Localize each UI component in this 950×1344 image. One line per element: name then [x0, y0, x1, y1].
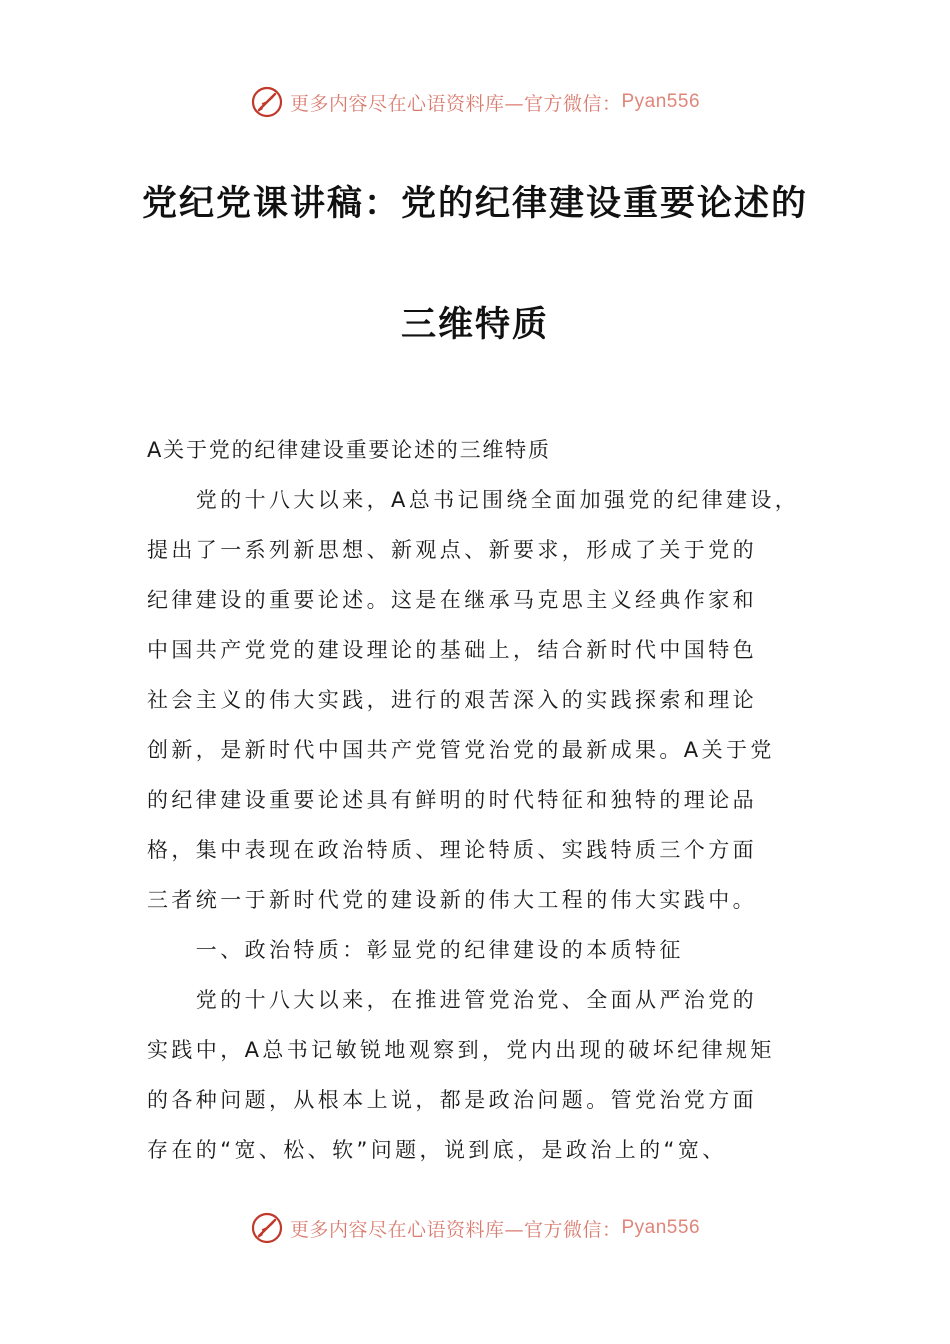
- watermark-text: 更多内容尽在心语资料库—官方微信：: [289, 92, 622, 115]
- footer-watermark: [0, 1208, 950, 1248]
- body-line: 党的十八大以来，在推进管党治党、全面从严治党的: [147, 988, 757, 1012]
- document-title-line-2: 三维特质: [400, 305, 549, 345]
- body-line: 社会主义的伟大实践，进行的艰苦深入的实践探索和理论: [147, 688, 757, 712]
- body-line: 党的十八大以来，A总书记围绕全面加强党的纪律建设，: [147, 488, 800, 512]
- body-line: 创新，是新时代中国共产党管党治党的最新成果。A关于党: [147, 738, 775, 762]
- body-line: 实践中，A总书记敏锐地观察到，党内出现的破坏纪律规矩: [147, 1038, 775, 1062]
- body-line: 格，集中表现在政治特质、理论特质、实践特质三个方面: [147, 838, 757, 862]
- body-line: 纪律建设的重要论述。这是在继承马克思主义经典作家和: [147, 588, 757, 612]
- body-line: 的纪律建设重要论述具有鲜明的时代特征和独特的理论品: [147, 788, 757, 812]
- quill-pen-logo-icon: [250, 85, 284, 119]
- document-body: [147, 425, 811, 1175]
- body-line: 存在的“宽、松、软”问题，说到底，是政治上的“宽、: [147, 1138, 727, 1162]
- body-line: A关于党的纪律建设重要论述的三维特质: [147, 438, 551, 462]
- body-line: 一、政治特质：彰显党的纪律建设的本质特征: [147, 938, 684, 962]
- body-line: 中国共产党党的建设理论的基础上，结合新时代中国特色: [147, 638, 757, 662]
- watermark-wechat-id: Pyan556: [621, 91, 701, 112]
- watermark-text: 更多内容尽在心语资料库—官方微信：: [289, 1218, 622, 1241]
- document-title-line-1: 党纪党课讲稿：党的纪律建设重要论述的: [141, 184, 808, 224]
- quill-pen-logo-icon: [250, 1211, 284, 1245]
- header-watermark: [0, 82, 950, 122]
- watermark-wechat-id: Pyan556: [621, 1217, 701, 1238]
- body-line: 的各种问题，从根本上说，都是政治问题。管党治党方面: [147, 1088, 757, 1112]
- body-line: 提出了一系列新思想、新观点、新要求，形成了关于党的: [147, 538, 757, 562]
- body-line: 三者统一于新时代党的建设新的伟大工程的伟大实践中。: [147, 888, 757, 912]
